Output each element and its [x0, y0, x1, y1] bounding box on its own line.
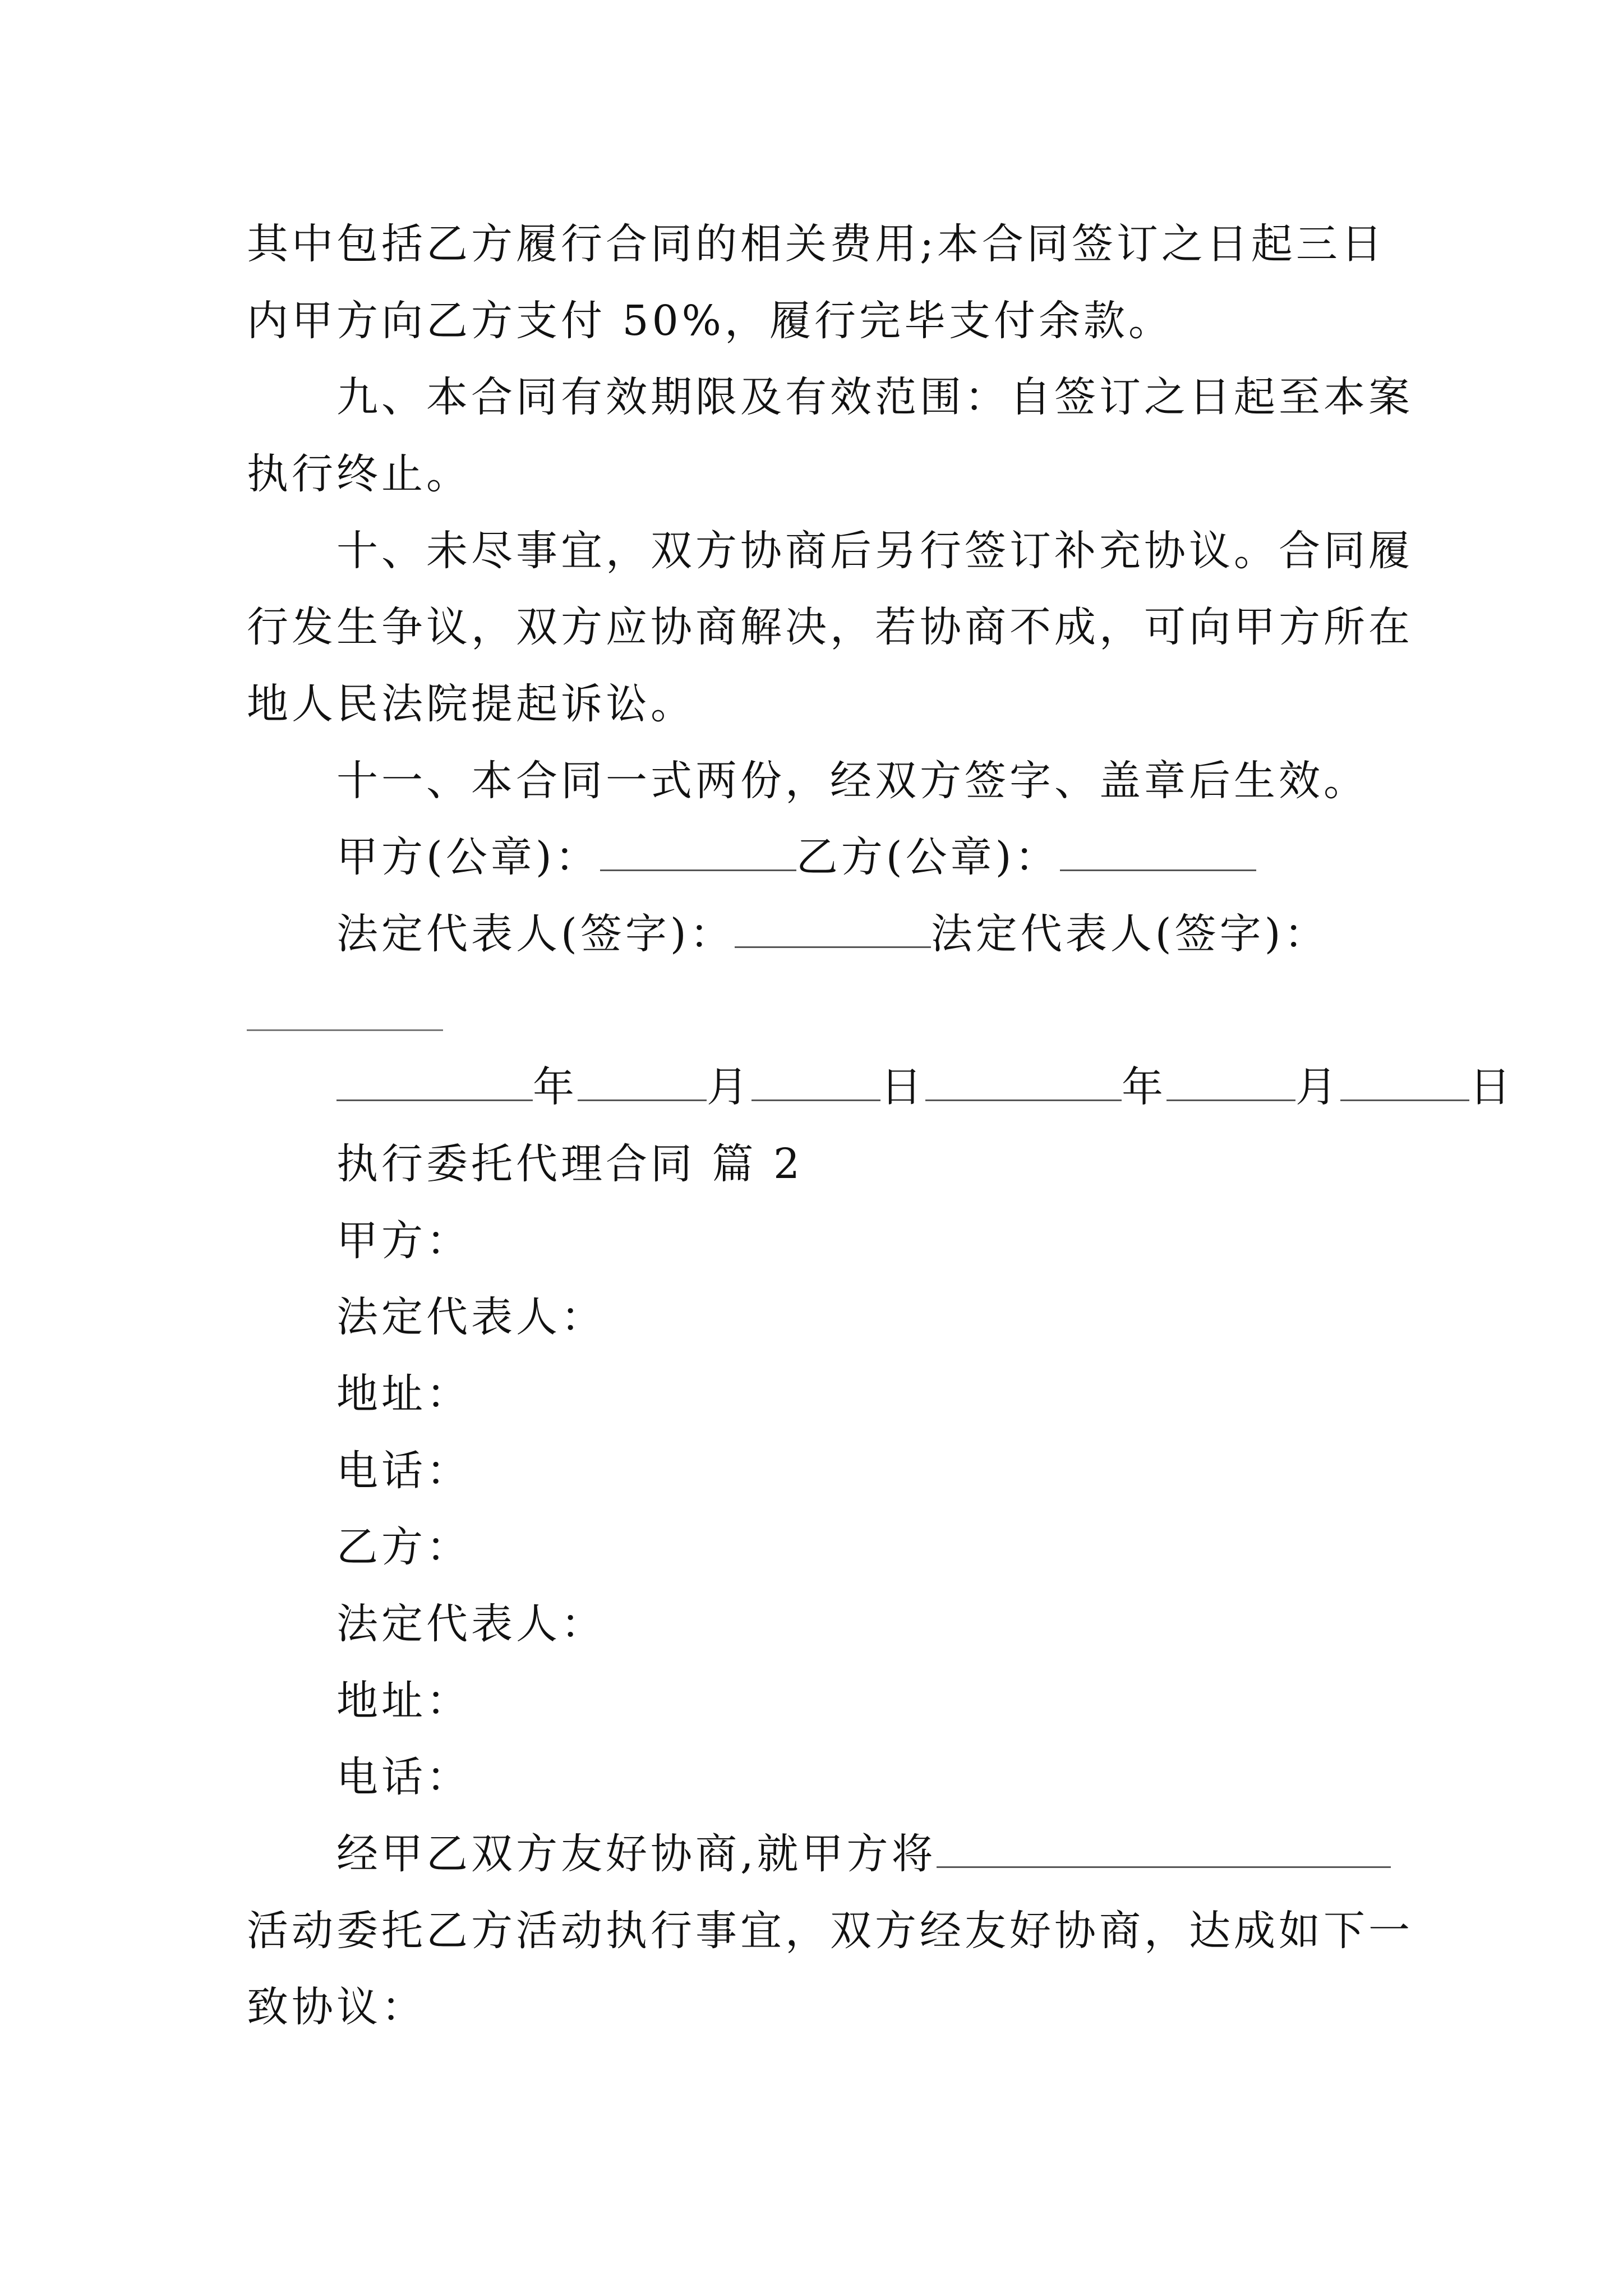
day-a-blank: [751, 1060, 880, 1101]
rep-a-blank: [735, 907, 931, 948]
activity-blank: [937, 1827, 1391, 1868]
year-b-label: 年: [1122, 1063, 1166, 1111]
phone-a-field: 电话：: [336, 1447, 471, 1495]
date-line: [336, 1059, 1514, 1115]
intro-text: 经甲乙双方友好协商,就甲方将: [336, 1830, 937, 1878]
clause-ten-line-2: 行发生争议，双方应协商解决，若协商不成，可向甲方所在: [247, 603, 1413, 651]
seal-line: [336, 829, 1256, 885]
month-b-blank: [1166, 1060, 1295, 1101]
paragraph-payment-line-1: 其中包括乙方履行合同的相关费用;本合同签订之日起三日: [247, 220, 1386, 268]
year-a-label: 年: [533, 1063, 578, 1111]
party-a-seal-blank: [600, 830, 796, 871]
clause-nine-line-2: 执行终止。: [247, 450, 471, 498]
month-b-label: 月: [1295, 1063, 1340, 1111]
day-b-blank: [1340, 1060, 1469, 1101]
day-a-label: 日: [880, 1063, 925, 1111]
party-a-seal-label: 甲方(公章)：: [336, 833, 600, 881]
party-b-seal-blank: [1060, 830, 1256, 871]
party-b-field: 乙方：: [336, 1523, 471, 1571]
paragraph-payment-line-2: 内甲方向乙方支付 50%，履行完毕支付余款。: [247, 297, 1173, 345]
intro-line-1: [336, 1826, 1391, 1882]
party-b-seal-label: 乙方(公章)：: [796, 833, 1060, 881]
legal-rep-b-field: 法定代表人：: [336, 1600, 606, 1648]
address-b-field: 地址：: [336, 1677, 471, 1725]
year-a-blank: [336, 1060, 533, 1101]
rep-b-blank: [247, 1029, 443, 1031]
year-b-blank: [925, 1060, 1122, 1101]
party-a-field: 甲方：: [336, 1217, 471, 1265]
section-2-title: 执行委托代理合同 篇 2: [336, 1140, 804, 1188]
day-b-label: 日: [1469, 1063, 1514, 1111]
rep-a-label: 法定代表人(签字)：: [336, 910, 735, 958]
legal-rep-a-field: 法定代表人：: [336, 1293, 606, 1341]
phone-b-field: 电话：: [336, 1753, 471, 1801]
month-a-blank: [578, 1060, 707, 1101]
clause-eleven: 十一、本合同一式两份，经双方签字、盖章后生效。: [336, 757, 1368, 805]
clause-nine-line-1: 九、本合同有效期限及有效范围：自签订之日起至本案: [336, 373, 1413, 421]
month-a-label: 月: [707, 1063, 751, 1111]
intro-line-3: 致协议：: [247, 1983, 426, 2031]
intro-line-2: 活动委托乙方活动执行事宜，双方经友好协商，达成如下一: [247, 1907, 1413, 1955]
clause-ten-line-1: 十、未尽事宜，双方协商后另行签订补充协议。合同履: [336, 527, 1413, 575]
address-a-field: 地址：: [336, 1370, 471, 1418]
clause-ten-line-3: 地人民法院提起诉讼。: [247, 680, 695, 728]
representative-line: [336, 906, 1329, 962]
rep-b-label: 法定代表人(签字)：: [930, 910, 1329, 958]
